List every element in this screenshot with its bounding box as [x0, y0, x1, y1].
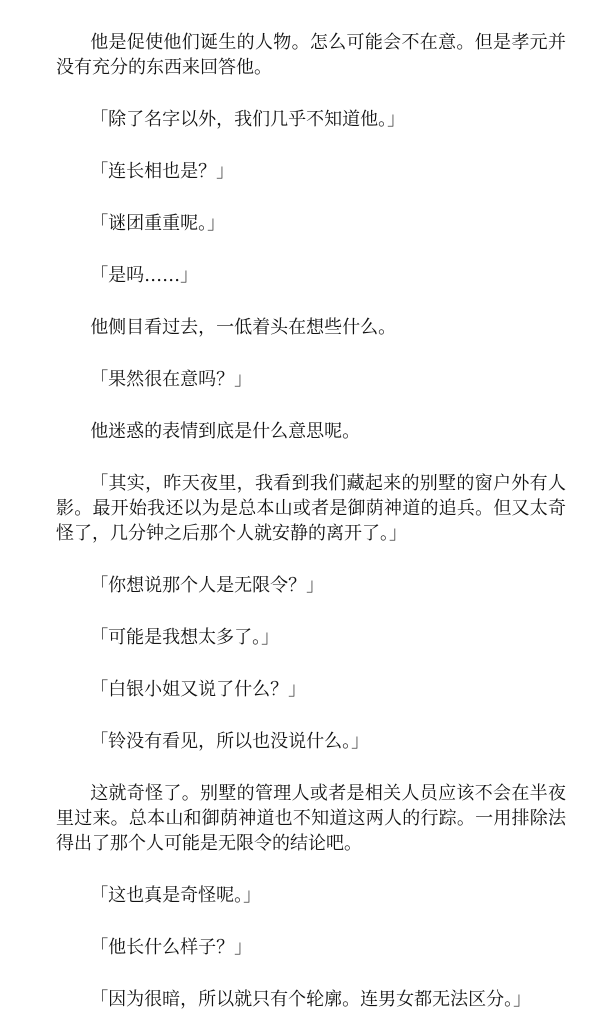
- paragraph-12: 「白银小姐又说了什么？」: [90, 679, 307, 700]
- paragraph-17: 「因为很暗，所以就只有个轮廓。连男女都无法区分。」: [90, 989, 532, 1010]
- paragraph-13: 「铃没有看见，所以也没说什么。」: [90, 731, 370, 752]
- paragraph-2: 「除了名字以外，我们几乎不知道他。」: [90, 109, 406, 130]
- paragraph-10: 「你想说那个人是无限令？」: [90, 575, 325, 596]
- paragraph-11: 「可能是我想太多了。」: [90, 627, 280, 648]
- paragraph-14: 这就奇怪了。别墅的管理人或者是相关人员应该不会在半夜里过来。总本山和御荫神道也不知道这两人的行踪。一用排除法得出了那个人可能是无限令的结论吧。: [56, 783, 566, 854]
- body-text: [56, 30, 566, 1012]
- paragraph-9: 「其实，昨天夜里，我看到我们藏起来的别墅的窗户外有人影。最开始我还以为是总本山或者是御荫神道的追兵。但又太奇怪了，几分钟之后那个人就安静的离开了。」: [56, 473, 566, 544]
- paragraph-8: 他迷惑的表情到底是什么意思呢。: [90, 421, 361, 442]
- paragraph-4: 「谜团重重呢。」: [90, 213, 226, 234]
- paragraph-16: 「他长什么样子？」: [90, 937, 253, 958]
- paragraph-6: 他侧目看过去，一低着头在想些什么。: [90, 317, 397, 338]
- paragraph-7: 「果然很在意吗？」: [90, 369, 253, 390]
- paragraph-1: 他是促使他们诞生的人物。怎么可能会不在意。但是孝元并没有充分的东西来回答他。: [56, 32, 566, 78]
- paragraph-5: 「是吗……」: [90, 265, 199, 286]
- paragraph-15: 「这也真是奇怪呢。」: [90, 885, 262, 906]
- paragraph-3: 「连长相也是？」: [90, 161, 235, 182]
